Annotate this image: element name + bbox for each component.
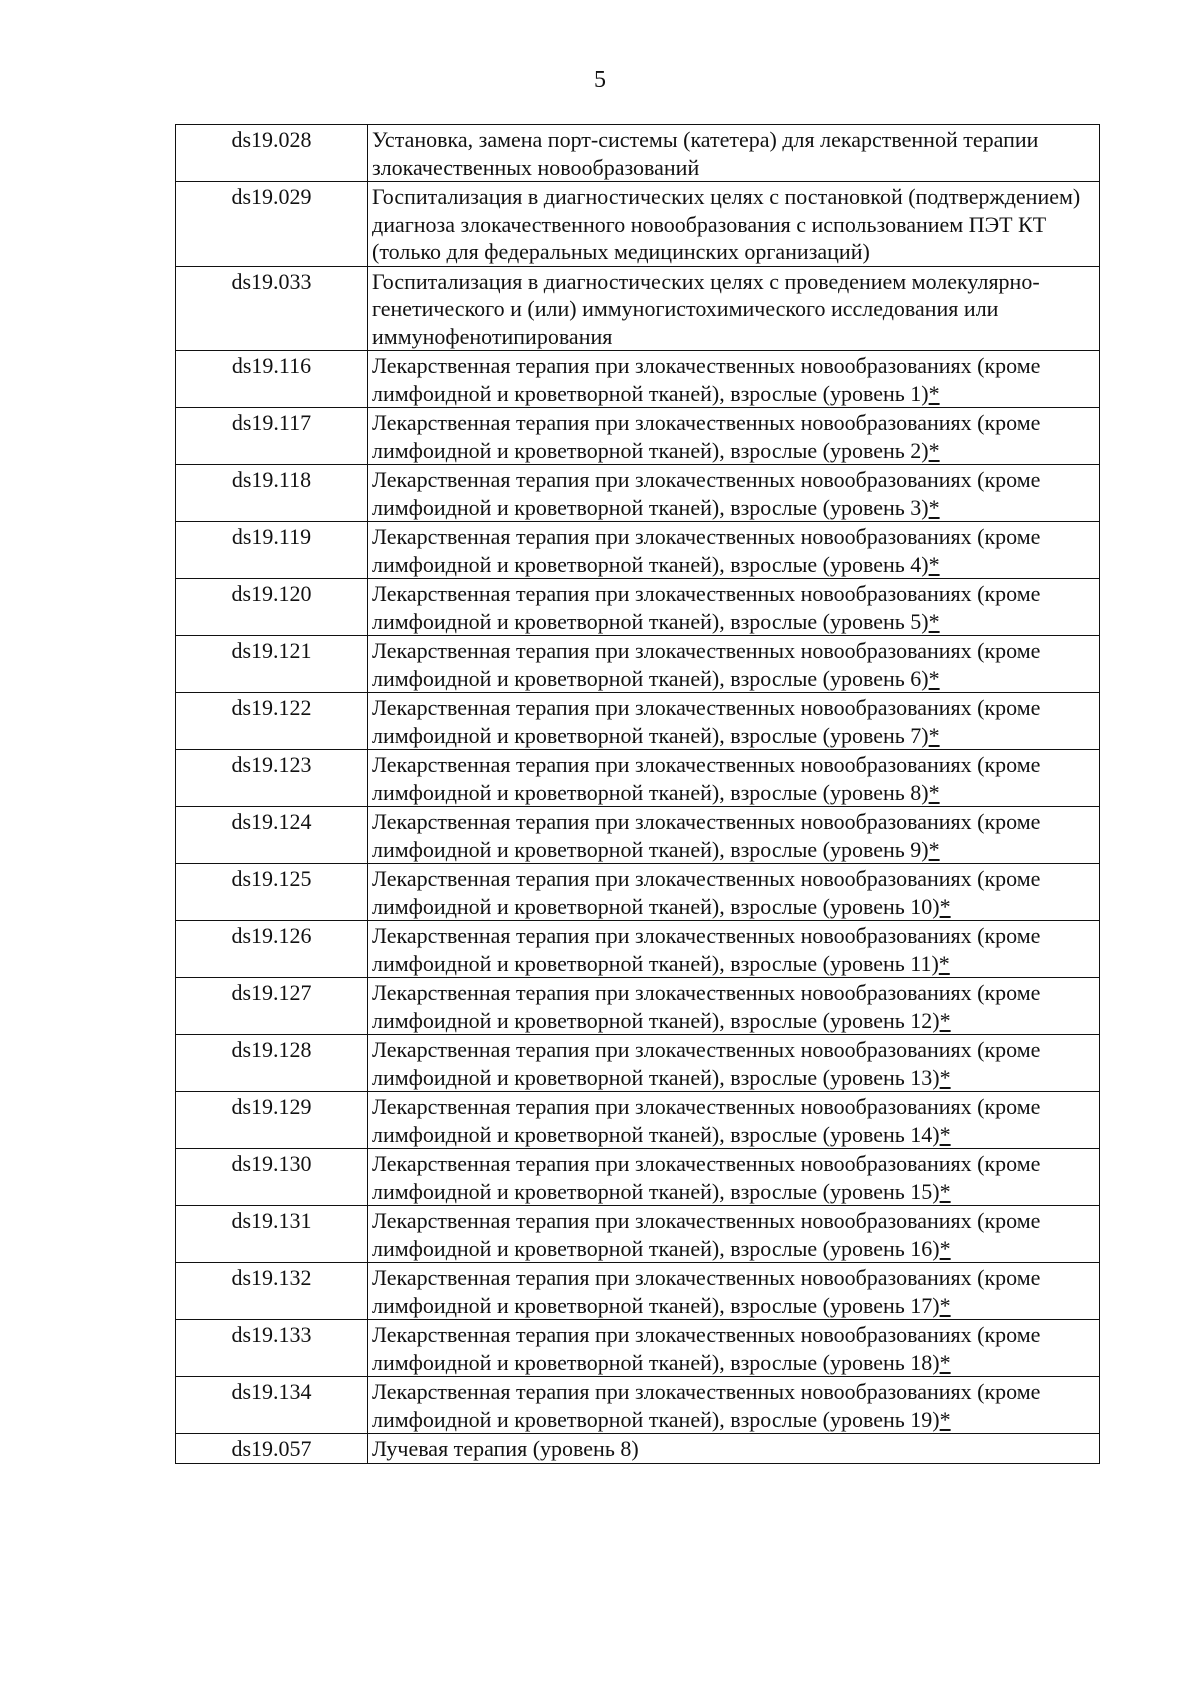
row-text: Лекарственная терапия при злокачественных новообразованиях (кроме лимфоидной и кроветворной тканей), взрослые (уровень 6)	[372, 638, 1041, 691]
table-row	[176, 978, 1100, 1035]
table-row	[176, 266, 1100, 351]
row-text: Лекарственная терапия при злокачественных новообразованиях (кроме лимфоидной и кроветворной тканей), взрослые (уровень 13)	[372, 1037, 1041, 1090]
table-row	[176, 807, 1100, 864]
table-row	[176, 864, 1100, 921]
row-text: Лекарственная терапия при злокачественных новообразованиях (кроме лимфоидной и кроветворной тканей), взрослые (уровень 17)	[372, 1265, 1041, 1318]
row-description	[368, 1149, 1100, 1206]
footnote-marker: *	[928, 380, 940, 406]
row-code: ds19.057	[176, 1434, 368, 1464]
table-row	[176, 408, 1100, 465]
row-description	[368, 750, 1100, 807]
row-text: Лекарственная терапия при злокачественных новообразованиях (кроме лимфоидной и кроветворной тканей), взрослые (уровень 12)	[372, 980, 1041, 1033]
table-row	[176, 1092, 1100, 1149]
row-description	[368, 1092, 1100, 1149]
row-code: ds19.118	[176, 465, 368, 522]
table-row	[176, 465, 1100, 522]
table-row	[176, 750, 1100, 807]
row-description	[368, 408, 1100, 465]
footnote-marker: *	[928, 551, 940, 577]
row-code: ds19.122	[176, 693, 368, 750]
footnote-marker: *	[939, 1349, 951, 1375]
footnote-marker: *	[939, 1007, 951, 1033]
row-code: ds19.120	[176, 579, 368, 636]
row-code: ds19.128	[176, 1035, 368, 1092]
row-description	[368, 125, 1100, 182]
row-text: Лекарственная терапия при злокачественных новообразованиях (кроме лимфоидной и кроветворной тканей), взрослые (уровень 1)	[372, 353, 1041, 406]
row-code: ds19.119	[176, 522, 368, 579]
row-text: Лекарственная терапия при злокачественных новообразованиях (кроме лимфоидной и кроветворной тканей), взрослые (уровень 3)	[372, 467, 1041, 520]
table-row	[176, 579, 1100, 636]
row-code: ds19.129	[176, 1092, 368, 1149]
table-row	[176, 1434, 1100, 1464]
row-code: ds19.033	[176, 266, 368, 351]
row-description	[368, 978, 1100, 1035]
footnote-marker: *	[928, 494, 940, 520]
row-code: ds19.116	[176, 351, 368, 408]
table-row	[176, 921, 1100, 978]
footnote-marker: *	[928, 665, 940, 691]
footnote-marker: *	[939, 1121, 951, 1147]
row-text: Лекарственная терапия при злокачественных новообразованиях (кроме лимфоидной и кроветворной тканей), взрослые (уровень 18)	[372, 1322, 1041, 1375]
row-description	[368, 522, 1100, 579]
row-text: Лекарственная терапия при злокачественных новообразованиях (кроме лимфоидной и кроветворной тканей), взрослые (уровень 9)	[372, 809, 1041, 862]
table-row	[176, 1149, 1100, 1206]
row-description	[368, 579, 1100, 636]
row-code: ds19.133	[176, 1320, 368, 1377]
row-code: ds19.134	[176, 1377, 368, 1434]
table-row	[176, 182, 1100, 267]
table-body	[176, 125, 1100, 1464]
row-description	[368, 266, 1100, 351]
row-description	[368, 182, 1100, 267]
row-text: Установка, замена порт-системы (катетера) для лекарственной терапии злокачественных новообразований	[372, 127, 1039, 180]
row-code: ds19.131	[176, 1206, 368, 1263]
row-description	[368, 864, 1100, 921]
footnote-marker: *	[938, 950, 950, 976]
table-row	[176, 1377, 1100, 1434]
row-text: Лекарственная терапия при злокачественных новообразованиях (кроме лимфоидной и кроветворной тканей), взрослые (уровень 8)	[372, 752, 1041, 805]
table-row	[176, 522, 1100, 579]
row-code: ds19.125	[176, 864, 368, 921]
row-description	[368, 1263, 1100, 1320]
row-description	[368, 1377, 1100, 1434]
table-row	[176, 351, 1100, 408]
footnote-marker: *	[939, 1064, 951, 1090]
table-row	[176, 1263, 1100, 1320]
row-code: ds19.130	[176, 1149, 368, 1206]
footnote-marker: *	[939, 1292, 951, 1318]
row-description	[368, 1320, 1100, 1377]
row-code: ds19.121	[176, 636, 368, 693]
footnote-marker: *	[928, 722, 940, 748]
row-code: ds19.126	[176, 921, 368, 978]
row-text: Лекарственная терапия при злокачественных новообразованиях (кроме лимфоидной и кроветворной тканей), взрослые (уровень 10)	[372, 866, 1041, 919]
table-row	[176, 1320, 1100, 1377]
row-description	[368, 807, 1100, 864]
row-text: Лекарственная терапия при злокачественных новообразованиях (кроме лимфоидной и кроветворной тканей), взрослые (уровень 11)	[372, 923, 1041, 976]
row-description	[368, 1035, 1100, 1092]
table-row	[176, 636, 1100, 693]
row-description	[368, 693, 1100, 750]
row-text: Лекарственная терапия при злокачественных новообразованиях (кроме лимфоидной и кроветворной тканей), взрослые (уровень 2)	[372, 410, 1041, 463]
row-code: ds19.124	[176, 807, 368, 864]
table-row	[176, 693, 1100, 750]
row-code: ds19.132	[176, 1263, 368, 1320]
row-text: Лекарственная терапия при злокачественных новообразованиях (кроме лимфоидной и кроветворной тканей), взрослые (уровень 16)	[372, 1208, 1041, 1261]
row-text: Лекарственная терапия при злокачественных новообразованиях (кроме лимфоидной и кроветворной тканей), взрослые (уровень 19)	[372, 1379, 1041, 1432]
table-row	[176, 125, 1100, 182]
row-code: ds19.029	[176, 182, 368, 267]
row-code: ds19.028	[176, 125, 368, 182]
row-text: Лекарственная терапия при злокачественных новообразованиях (кроме лимфоидной и кроветворной тканей), взрослые (уровень 7)	[372, 695, 1041, 748]
row-text: Госпитализация в диагностических целях с проведением молекулярно-генетического и (или) иммуногистохимического исследования или иммунофенотипирования	[372, 268, 1040, 349]
row-text: Госпитализация в диагностических целях с постановкой (подтверждением) диагноза злокачественного новообразования с использованием ПЭТ КТ (только для федеральных медицинских организаций)	[372, 184, 1081, 264]
row-code: ds19.127	[176, 978, 368, 1035]
row-code: ds19.117	[176, 408, 368, 465]
row-description	[368, 351, 1100, 408]
table-row	[176, 1206, 1100, 1263]
row-description	[368, 636, 1100, 693]
footnote-marker: *	[939, 1235, 951, 1261]
footnote-marker: *	[939, 893, 951, 919]
row-text: Лекарственная терапия при злокачественных новообразованиях (кроме лимфоидной и кроветворной тканей), взрослые (уровень 4)	[372, 524, 1041, 577]
row-description	[368, 1206, 1100, 1263]
footnote-marker: *	[928, 608, 940, 634]
footnote-marker: *	[928, 437, 940, 463]
row-description	[368, 921, 1100, 978]
footnote-marker: *	[928, 836, 940, 862]
footnote-marker: *	[939, 1178, 951, 1204]
footnote-marker: *	[939, 1406, 951, 1432]
row-description	[368, 1434, 1100, 1464]
footnote-marker: *	[928, 779, 940, 805]
page-number: 5	[594, 67, 606, 93]
table-row	[176, 1035, 1100, 1092]
row-text: Лекарственная терапия при злокачественных новообразованиях (кроме лимфоидной и кроветворной тканей), взрослые (уровень 15)	[372, 1151, 1041, 1204]
procedures-table	[175, 124, 1100, 1464]
row-code: ds19.123	[176, 750, 368, 807]
row-text: Лекарственная терапия при злокачественных новообразованиях (кроме лимфоидной и кроветворной тканей), взрослые (уровень 5)	[372, 581, 1041, 634]
row-text: Лучевая терапия (уровень 8)	[372, 1436, 639, 1461]
row-description	[368, 465, 1100, 522]
row-text: Лекарственная терапия при злокачественных новообразованиях (кроме лимфоидной и кроветворной тканей), взрослые (уровень 14)	[372, 1094, 1041, 1147]
